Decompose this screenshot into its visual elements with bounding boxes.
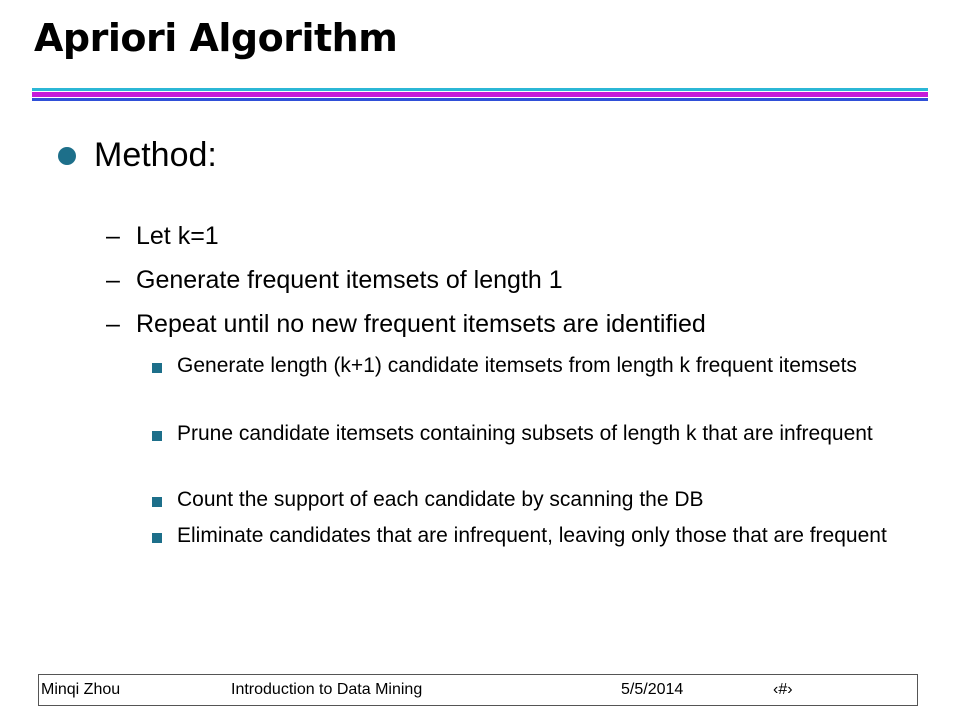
step-text: Generate frequent itemsets of length 1: [136, 266, 563, 294]
round-bullet-icon: [58, 147, 76, 165]
footer-author: Minqi Zhou: [41, 681, 121, 698]
square-bullet-icon: [152, 497, 162, 507]
step-text: Repeat until no new frequent itemsets are identified: [136, 310, 706, 338]
title-rule-blue: [32, 98, 928, 101]
step-item: [106, 310, 706, 339]
footer-date: 5/5/2014: [621, 681, 684, 698]
dash-bullet-icon: –: [106, 222, 120, 250]
dash-bullet-icon: –: [106, 310, 120, 338]
square-bullet-icon: [152, 431, 162, 441]
substep-item: [152, 422, 892, 446]
square-bullet-icon: [152, 363, 162, 373]
dash-bullet-icon: –: [106, 266, 120, 294]
title-rule-magenta: [32, 92, 928, 97]
slide-title: Apriori Algorithm: [34, 16, 398, 60]
substep-item: [152, 354, 892, 378]
title-rule-cyan: [32, 88, 928, 91]
substep-text: Eliminate candidates that are infrequent, leaving only those that are frequent: [177, 524, 887, 547]
substep-text: Prune candidate itemsets containing subsets of length k that are infrequent: [177, 422, 873, 445]
substep-item: [152, 524, 892, 548]
step-item: [106, 266, 563, 295]
slide-footer: [38, 674, 918, 706]
footer-course: Introduction to Data Mining: [231, 681, 423, 698]
step-text: Let k=1: [136, 222, 219, 250]
footer-page-number: ‹#›: [773, 681, 793, 698]
substep-text: Count the support of each candidate by scanning the DB: [177, 488, 704, 511]
substep-item: [152, 488, 892, 512]
substep-text: Generate length (k+1) candidate itemsets from length k frequent itemsets: [177, 354, 857, 377]
square-bullet-icon: [152, 533, 162, 543]
step-item: [106, 222, 219, 251]
method-heading: Method:: [94, 136, 217, 174]
